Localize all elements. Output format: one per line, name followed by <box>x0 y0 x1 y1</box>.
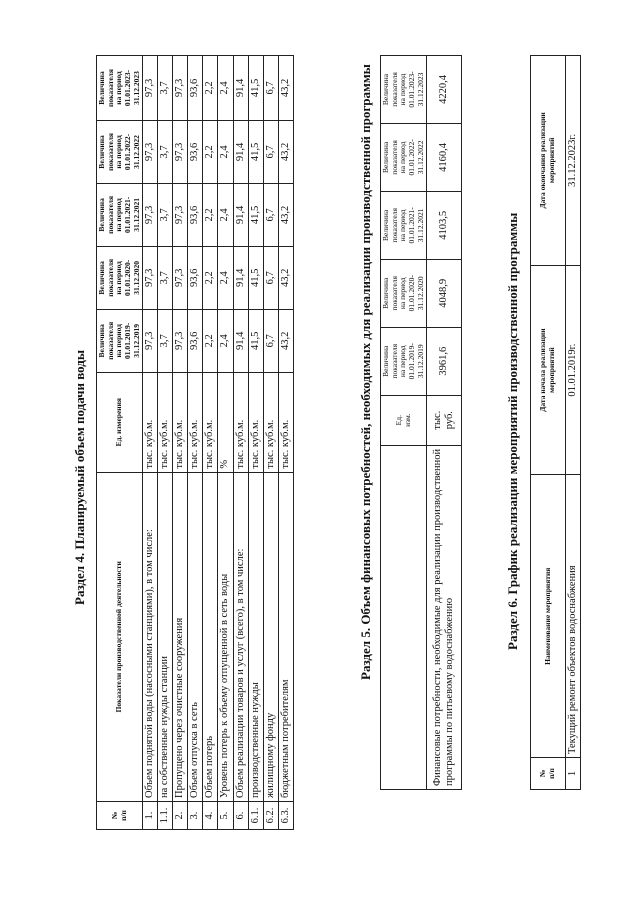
header-s5-unit: Ед. изм. <box>381 395 427 445</box>
s5-value-2020: 4048,9 <box>427 259 462 327</box>
row-num: 2. <box>173 802 188 830</box>
s6-row-start: 01.01.2019г. <box>566 265 581 475</box>
section6-title: Раздел 6. График реализации мероприятий производственной программы <box>505 212 520 650</box>
row-num: 4. <box>203 802 218 830</box>
row-value: 2,2 <box>203 183 218 246</box>
header-indicator: Показатели производственной деятельности <box>97 472 143 801</box>
row-value: 91,4 <box>233 120 248 183</box>
row-indicator: жилищному фонду <box>263 472 278 801</box>
section5-header-row <box>381 56 427 790</box>
table-row <box>566 56 581 790</box>
table-row <box>263 56 278 830</box>
row-indicator: производственные нужды <box>248 472 263 801</box>
row-value: 97,3 <box>173 56 188 121</box>
row-value: 2,2 <box>203 120 218 183</box>
row-value: 97,3 <box>173 309 188 372</box>
s5-value-2019: 3961,6 <box>427 327 462 395</box>
row-value: 2,2 <box>203 246 218 309</box>
row-unit: тыс. куб.м. <box>143 372 158 472</box>
row-num: 6. <box>233 802 248 830</box>
section6-table <box>530 55 581 790</box>
row-value: 97,3 <box>173 120 188 183</box>
table-row <box>278 56 293 830</box>
row-value: 41,5 <box>248 183 263 246</box>
row-value: 43,2 <box>278 56 293 121</box>
row-unit: тыс. куб.м. <box>248 372 263 472</box>
row-value: 41,5 <box>248 56 263 121</box>
row-value: 3,7 <box>158 120 173 183</box>
row-indicator: бюджетным потребителям <box>278 472 293 801</box>
row-value: 43,2 <box>278 120 293 183</box>
row-value: 93,6 <box>188 56 203 121</box>
table-row <box>143 56 158 830</box>
s5-value-2023: 4220,4 <box>427 56 462 124</box>
row-value: 97,3 <box>173 183 188 246</box>
row-indicator: Объем поднятой воды (насосными станциями), в том числе: <box>143 472 158 801</box>
row-indicator: Уровень потерь к объему отпущенной в сеть воды <box>218 472 233 801</box>
header-period-2019: Величина показателя на период 01.01.2019- 31.12.2019 <box>97 309 143 372</box>
row-value: 93,6 <box>188 120 203 183</box>
row-value: 6,7 <box>263 120 278 183</box>
header-s5-2019: Величина показателя на период 01.01.2019- 31.12.2019 <box>381 327 427 395</box>
s5-row-name: Финансовые потребности, необходимые для реализации производственной программы по питьевому водоснабжению <box>427 445 462 789</box>
row-value: 97,3 <box>143 120 158 183</box>
section4-body <box>143 56 294 830</box>
row-value: 93,6 <box>188 309 203 372</box>
header-period-2020: Величина показателя на период 01.01.2020- 31.12.2020 <box>97 246 143 309</box>
section5-title: Раздел 5. Объем финансовых потребностей, необходимых для реализации производственной программы <box>358 64 373 680</box>
header-num: № п/п <box>97 802 143 830</box>
row-value: 6,7 <box>263 183 278 246</box>
header-s5-2022: Величина показателя на период 01.01.2022- 31.12.2022 <box>381 123 427 191</box>
row-value: 93,6 <box>188 246 203 309</box>
row-unit: тыс. куб.м. <box>263 372 278 472</box>
row-value: 43,2 <box>278 183 293 246</box>
table-row <box>218 56 233 830</box>
section4-table <box>96 55 294 830</box>
row-num: 1.1. <box>158 802 173 830</box>
row-value: 43,2 <box>278 246 293 309</box>
s5-row-unit: тыс. руб. <box>427 395 462 445</box>
row-value: 3,7 <box>158 56 173 121</box>
row-num: 6.1. <box>248 802 263 830</box>
header-s6-num: № п/п <box>531 758 566 790</box>
row-value: 3,7 <box>158 246 173 309</box>
row-value: 2,2 <box>203 56 218 121</box>
row-value: 43,2 <box>278 309 293 372</box>
row-value: 97,3 <box>143 246 158 309</box>
table-row <box>427 56 462 790</box>
row-value: 6,7 <box>263 309 278 372</box>
table-row <box>158 56 173 830</box>
row-value: 3,7 <box>158 309 173 372</box>
section5-table <box>380 55 462 790</box>
row-value: 41,5 <box>248 120 263 183</box>
row-unit: тыс. куб.м. <box>233 372 248 472</box>
row-unit: % <box>218 372 233 472</box>
s5-value-2021: 4103,5 <box>427 191 462 259</box>
row-value: 93,6 <box>188 183 203 246</box>
table-row <box>173 56 188 830</box>
header-s6-start: Дата начала реализации мероприятий <box>531 265 566 475</box>
header-s5-2020: Величина показателя на период 01.01.2020- 31.12.2020 <box>381 259 427 327</box>
row-indicator: на собственные нужды станции <box>158 472 173 801</box>
header-s5-name <box>381 445 427 789</box>
row-num: 5. <box>218 802 233 830</box>
row-value: 6,7 <box>263 246 278 309</box>
section4-title: Раздел 4. Планируемый объем подачи воды <box>72 349 87 605</box>
s6-row-end: 31.12.2023г. <box>566 56 581 266</box>
row-indicator: Объем реализации товаров и услуг (всего), в том числе: <box>233 472 248 801</box>
row-value: 91,4 <box>233 183 248 246</box>
row-unit: тыс. куб.м. <box>203 372 218 472</box>
row-value: 97,3 <box>143 56 158 121</box>
row-value: 6,7 <box>263 56 278 121</box>
row-num: 3. <box>188 802 203 830</box>
row-value: 97,3 <box>143 309 158 372</box>
s6-row-name: Текущий ремонт объектов водоснабжения <box>566 475 581 758</box>
row-indicator: Пропущено через очистные сооружения <box>173 472 188 801</box>
row-value: 91,4 <box>233 246 248 309</box>
header-period-2021: Величина показателя на период 01.01.2021- 31.12.2021 <box>97 183 143 246</box>
row-value: 41,5 <box>248 246 263 309</box>
row-value: 2,4 <box>218 246 233 309</box>
row-value: 41,5 <box>248 309 263 372</box>
row-unit: тыс. куб.м. <box>173 372 188 472</box>
row-value: 2,4 <box>218 183 233 246</box>
row-indicator: Объем потерь <box>203 472 218 801</box>
header-s6-end: Дата окончания реализации мероприятий <box>531 56 566 266</box>
row-value: 91,4 <box>233 56 248 121</box>
row-value: 91,4 <box>233 309 248 372</box>
header-s5-2021: Величина показателя на период 01.01.2021- 31.12.2021 <box>381 191 427 259</box>
table-row <box>233 56 248 830</box>
row-num: 6.3. <box>278 802 293 830</box>
header-s5-2023: Величина показателя на период 01.01.2023- 31.12.2023 <box>381 56 427 124</box>
row-value: 2,4 <box>218 56 233 121</box>
row-value: 97,3 <box>143 183 158 246</box>
row-unit: тыс. куб.м. <box>278 372 293 472</box>
row-value: 3,7 <box>158 183 173 246</box>
row-value: 2,2 <box>203 309 218 372</box>
s5-value-2022: 4160,4 <box>427 123 462 191</box>
table-row <box>188 56 203 830</box>
section4-header-row <box>97 56 143 830</box>
header-unit: Ед. измерения <box>97 372 143 472</box>
row-unit: тыс. куб.м. <box>158 372 173 472</box>
row-num: 6.2. <box>263 802 278 830</box>
s6-row-num: 1 <box>566 758 581 790</box>
header-s6-name: Наименование мероприятия <box>531 475 566 758</box>
row-unit: тыс. куб.м. <box>188 372 203 472</box>
row-num: 1. <box>143 802 158 830</box>
row-value: 97,3 <box>173 246 188 309</box>
section6-header-row <box>531 56 566 790</box>
row-indicator: Объем отпуска в сеть <box>188 472 203 801</box>
header-period-2022: Величина показателя на период 01.01.2022- 31.12.2022 <box>97 120 143 183</box>
header-period-2023: Величина показателя на период 01.01.2023- 31.12.2023 <box>97 56 143 121</box>
row-value: 2,4 <box>218 120 233 183</box>
table-row <box>203 56 218 830</box>
row-value: 2,4 <box>218 309 233 372</box>
table-row <box>248 56 263 830</box>
